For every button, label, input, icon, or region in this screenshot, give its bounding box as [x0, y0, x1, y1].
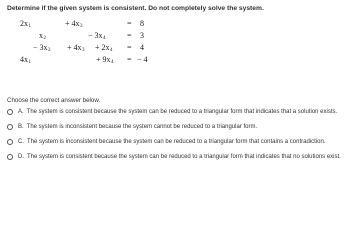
option-b[interactable]	[7, 122, 257, 132]
row4-term1: $4x_1$	[20, 55, 31, 65]
option-c-radio[interactable]	[7, 139, 13, 145]
question-text: Determine if the given system is consistent. Do not completely solve the system.	[7, 5, 264, 12]
equation-system	[20, 20, 240, 80]
option-c[interactable]	[7, 137, 326, 147]
row1-rhs: 8	[140, 19, 144, 28]
option-a-radio[interactable]	[7, 109, 13, 115]
row3-term2: + $4x_3$	[67, 43, 85, 53]
option-a-letter: A.	[18, 109, 24, 115]
row4-rhs: − 4	[137, 55, 148, 64]
row2-term2: − $3x_4$	[88, 31, 106, 41]
option-b-letter: B.	[18, 124, 24, 130]
option-d[interactable]	[7, 152, 341, 162]
row2-rhs: 3	[140, 31, 144, 40]
row4-equals: =	[127, 55, 132, 64]
row2-equals: =	[127, 31, 132, 40]
choose-instruction: Choose the correct answer below.	[7, 97, 101, 104]
row4-term2: + $9x_4$	[96, 55, 114, 65]
option-d-radio[interactable]	[7, 154, 13, 160]
option-b-radio[interactable]	[7, 124, 13, 130]
row1-term1: $2x_1$	[20, 19, 31, 29]
option-d-text: The system is consistent because the system can be reduced to a triangular form that indicates that no solutions exist.	[27, 154, 341, 160]
option-c-text: The system is inconsistent because the system can be reduced to a triangular form that contains a contradiction.	[27, 139, 326, 145]
option-d-letter: D.	[18, 154, 24, 160]
option-c-letter: C.	[18, 139, 24, 145]
row3-rhs: 4	[140, 43, 144, 52]
option-a-text: The system is consistent because the system can be reduced to a triangular form that indicates that a solution exists.	[26, 109, 338, 115]
row2-term1: $x_2$	[39, 31, 46, 41]
option-a[interactable]	[7, 107, 337, 117]
row1-equals: =	[127, 19, 132, 28]
row3-term3: + $2x_4$	[95, 43, 113, 53]
option-b-text: The system is inconsistent because the system cannot be reduced to a triangular form.	[26, 124, 258, 130]
row3-equals: =	[127, 43, 132, 52]
row3-term1: − $3x_2$	[33, 43, 51, 53]
row1-term2: + $4x_3$	[65, 19, 83, 29]
